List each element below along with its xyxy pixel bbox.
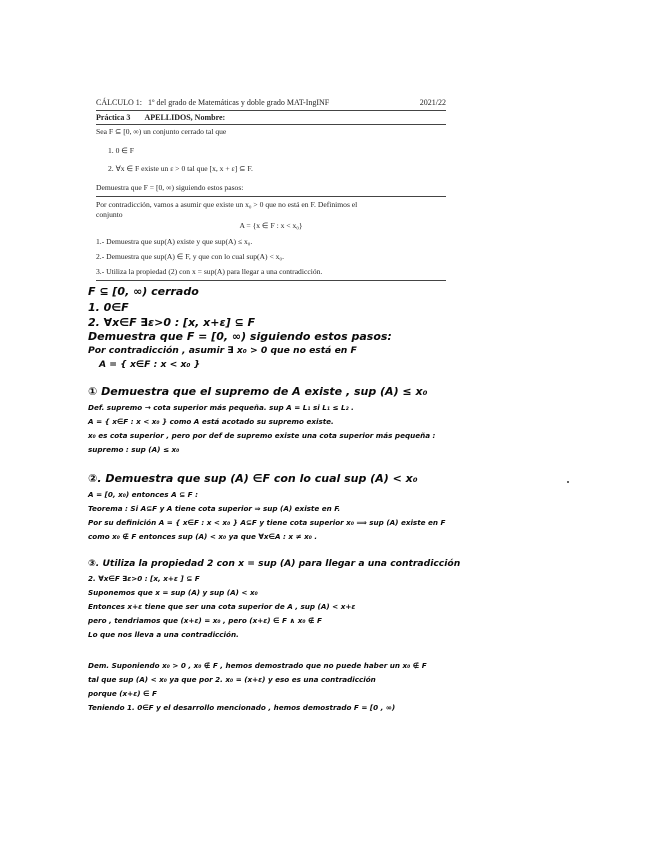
section-divider (96, 280, 446, 281)
handwritten-line: 2. ∀x∈F ∃ε>0 : [x, x+ε] ⊆ F (88, 316, 256, 329)
conclusion-line: Teniendo 1. 0∈F y el desarrollo mencionado , hemos demostrado F = [0 , ∞) (88, 703, 396, 712)
practice-title: Práctica 3 (96, 113, 131, 122)
header-divider (96, 110, 446, 111)
handwritten-line: pero , tendriamos que (x+ε) = x₀ , pero (x+ε) ∈ F ∧ x₀ ∉ F (88, 616, 322, 625)
contradiction-line: conjunto (96, 210, 123, 219)
handwritten-line: supremo : sup (A) ≤ x₀ (88, 445, 180, 454)
statement-intro: Sea F ⊆ [0, ∞) un conjunto cerrado tal que (96, 127, 227, 136)
academic-year: 2021/22 (419, 98, 446, 107)
handwritten-line: Entonces x+ε tiene que ser una cota superior de A , sup (A) < x+ε (88, 602, 356, 611)
handwritten-line: Teorema : Si A⊆F y A tiene cota superior ⇒ sup (A) existe en F. (88, 504, 341, 513)
statement-item: 1. 0 ∈ F (108, 146, 135, 155)
handwritten-line: Def. supremo → cota superior más pequeña. sup A = L₁ si L₁ ≤ L₂ . (88, 403, 354, 412)
conclusion-line: porque (x+ε) ∈ F (88, 689, 157, 698)
part2-heading: ②. Demuestra que sup (A) ∈F con lo cual sup (A) < x₀ (88, 472, 418, 485)
handwritten-line: A = { x∈F : x < x₀ } (99, 359, 201, 370)
name-field-label: APELLIDOS, Nombre: (144, 113, 226, 122)
conclusion-line: Dem. Suponiendo x₀ > 0 , x₀ ∉ F , hemos demostrado que no puede haber un x₀ ∉ F (88, 661, 427, 670)
statement-item: 2. ∀x ∈ F existe un ε > 0 tal que [x, x + ε] ⊆ F. (108, 164, 253, 173)
handwritten-line: Lo que nos lleva a una contradicción. (88, 630, 239, 639)
set-definition: A = {x ∈ F : x < x₀} (239, 221, 303, 230)
handwritten-line: como x₀ ∉ F entonces sup (A) < x₀ ya que ∀x∈A : x ≠ x₀ . (88, 532, 318, 541)
handwritten-line: A = [0, x₀) entonces A ⊆ F : (88, 490, 198, 499)
handwritten-line: 1. 0∈F (88, 301, 129, 314)
handwritten-line: Por su definición A = { x∈F : x < x₀ } A⊆F y tiene cota superior x₀ ⟹ sup (A) existe en F (88, 518, 446, 527)
step-2: 2.- Demuestra que sup(A) ∈ F, y que con lo cual sup(A) < x₀. (96, 252, 284, 261)
header-divider (96, 124, 446, 125)
program-name: 1º del grado de Matemáticas y doble grado MAT-IngINF (148, 98, 330, 107)
practice-header (96, 113, 446, 122)
step-3: 3.- Utiliza la propiedad (2) con x = sup(A) para llegar a una contradicción. (96, 267, 323, 276)
handwritten-line: Por contradicción , asumir ∃ x₀ > 0 que no está en F (88, 345, 357, 356)
statement-task: Demuestra que F = [0, ∞) siguiendo estos pasos: (96, 183, 244, 192)
contradiction-line: Por contradicción, vamos a asumir que existe un x₀ > 0 que no está en F. Definimos el (96, 200, 358, 209)
stray-dot (567, 481, 569, 483)
handwritten-line: 2. ∀x∈F ∃ε>0 : [x, x+ε ] ⊆ F (88, 574, 200, 583)
handwritten-line: Suponemos que x = sup (A) y sup (A) < x₀ (88, 588, 258, 597)
part3-heading: ③. Utiliza la propiedad 2 con x = sup (A) para llegar a una contradicción (88, 558, 461, 569)
course-title: CÁLCULO 1: (96, 98, 142, 107)
section-divider (96, 196, 446, 197)
handwritten-line: F ⊆ [0, ∞) cerrado (88, 285, 199, 298)
handwritten-line: A = { x∈F : x < x₀ } como A está acotado su supremo existe. (88, 417, 334, 426)
part1-heading: ① Demuestra que el supremo de A existe , sup (A) ≤ x₀ (88, 385, 428, 398)
handwritten-line: x₀ es cota superior , pero por def de supremo existe una cota superior más pequeña : (88, 431, 436, 440)
course-header (96, 98, 446, 107)
conclusion-line: tal que sup (A) < x₀ ya que por 2. x₀ = (x+ε) y eso es una contradicción (88, 675, 376, 684)
step-1: 1.- Demuestra que sup(A) existe y que sup(A) ≤ x₀. (96, 237, 253, 246)
handwritten-line: Demuestra que F = [0, ∞) siguiendo estos pasos: (88, 330, 392, 343)
